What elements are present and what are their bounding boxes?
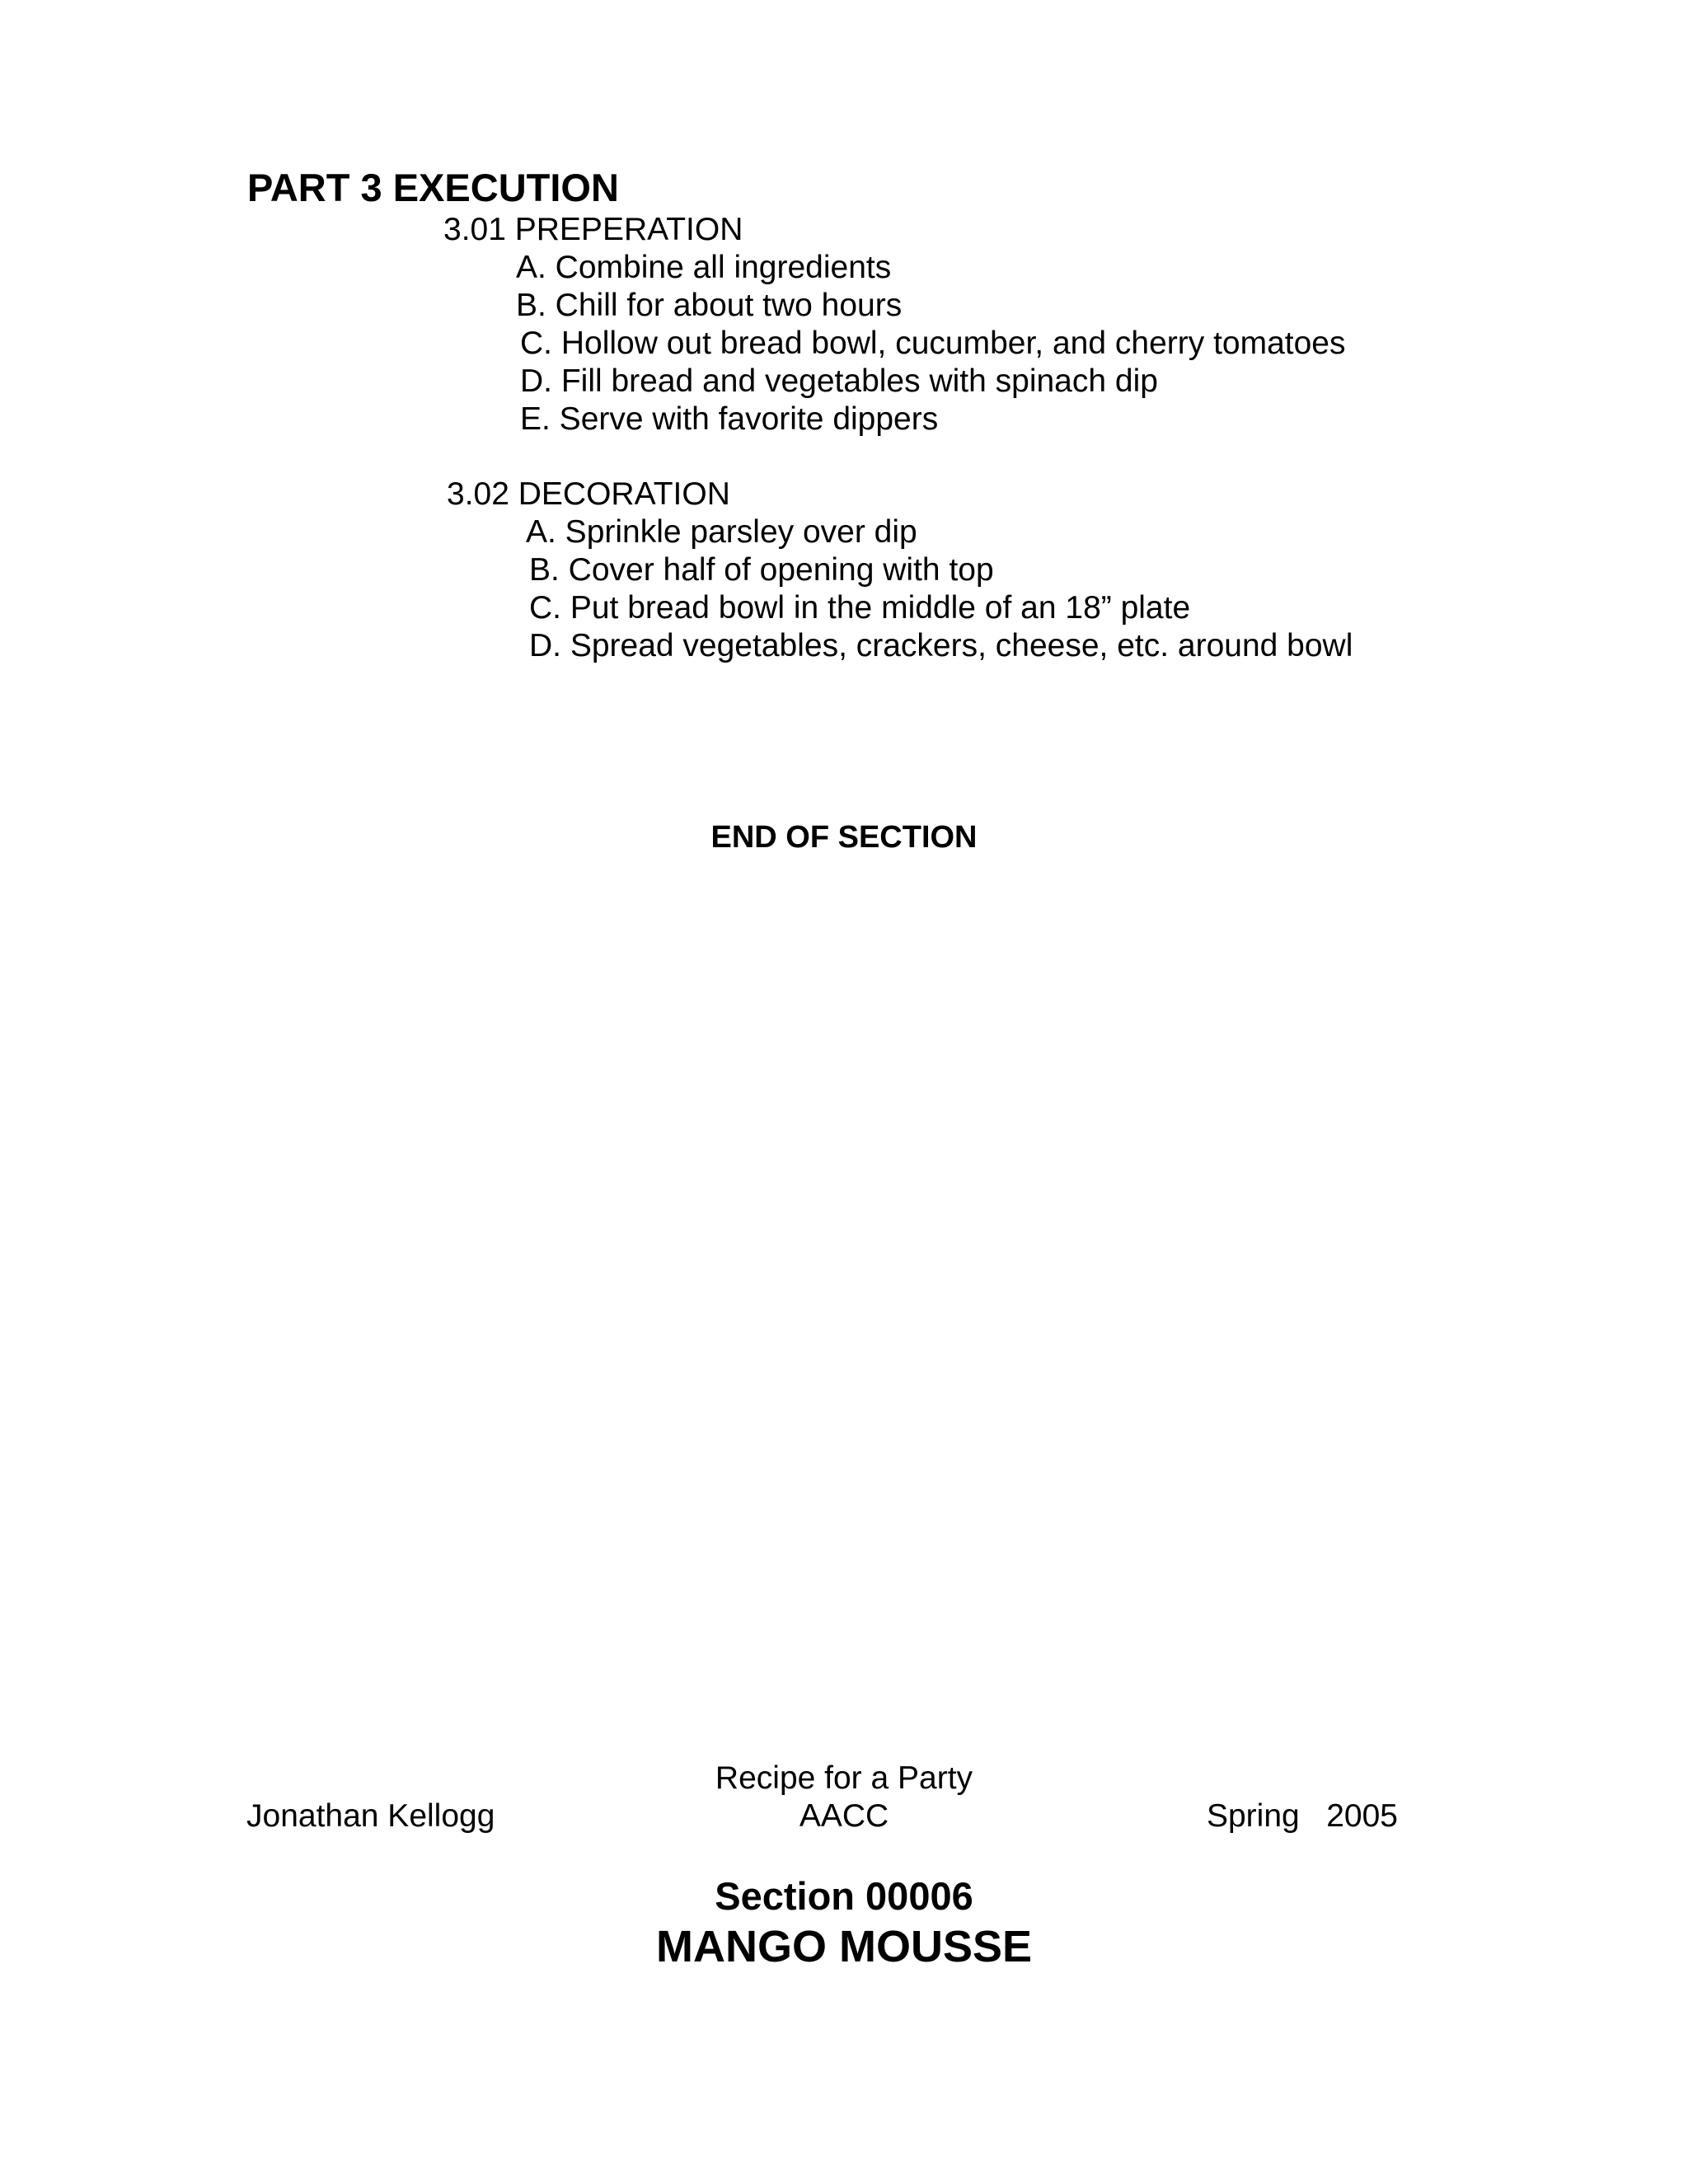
preparation-item: C. Hollow out bread bowl, cucumber, and cherry tomatoes	[520, 326, 1346, 361]
next-section-number: Section 00006	[715, 1874, 973, 1918]
preparation-item: E. Serve with favorite dippers	[520, 401, 939, 437]
preparation-item: D. Fill bread and vegetables with spinach dip	[520, 363, 1158, 399]
preparation-heading: 3.01 PREPERATION	[443, 212, 743, 247]
decoration-item: D. Spread vegetables, crackers, cheese, etc. around bowl	[529, 628, 1353, 663]
part-heading: PART 3 EXECUTION	[247, 166, 619, 209]
decoration-item: A. Sprinkle parsley over dip	[526, 514, 917, 550]
footer-institution: AACC	[799, 1798, 889, 1834]
footer-term: Spring 2005	[1206, 1798, 1398, 1834]
footer-author: Jonathan Kellogg	[246, 1798, 495, 1834]
preparation-item: B. Chill for about two hours	[516, 288, 903, 323]
next-section-title: MANGO MOUSSE	[655, 1922, 1033, 1971]
decoration-item: C. Put bread bowl in the middle of an 18” plate	[529, 590, 1191, 626]
decoration-item: B. Cover half of opening with top	[529, 552, 994, 588]
end-of-section-marker: END OF SECTION	[710, 820, 978, 855]
preparation-item: A. Combine all ingredients	[516, 250, 892, 285]
decoration-heading: 3.02 DECORATION	[447, 476, 730, 512]
footer-recipe-title: Recipe for a Party	[715, 1760, 973, 1796]
